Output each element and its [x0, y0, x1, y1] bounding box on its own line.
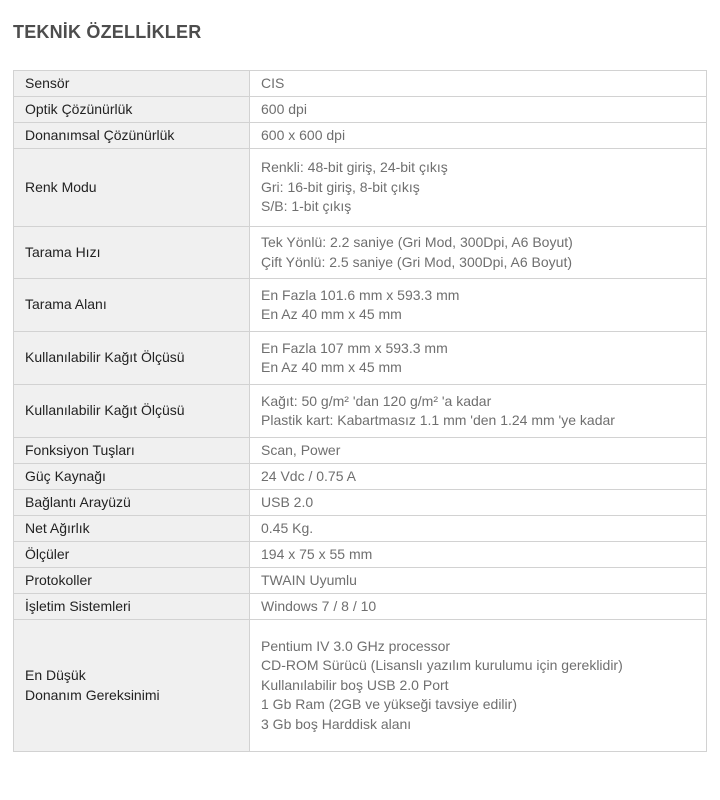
- spec-value-line: Scan, Power: [261, 441, 341, 458]
- spec-value-line: Plastik kart: Kabartmasız 1.1 mm 'den 1.24 mm 'ye kadar: [261, 412, 615, 428]
- spec-value-line: Kağıt: 50 g/m² 'dan 120 g/m² 'a kadar: [261, 392, 492, 409]
- spec-value: [250, 332, 707, 385]
- spec-row: [14, 332, 707, 385]
- spec-value: [250, 71, 707, 97]
- spec-value-line: En Az 40 mm x 45 mm: [261, 359, 402, 375]
- spec-label: Renk Modu: [14, 149, 250, 227]
- spec-value: [250, 620, 707, 752]
- spec-value-line: Çift Yönlü: 2.5 saniye (Gri Mod, 300Dpi, A6 Boyut): [261, 253, 573, 270]
- spec-label: Donanımsal Çözünürlük: [14, 123, 250, 149]
- spec-row: [14, 594, 707, 620]
- spec-value-line: 1 Gb Ram (2GB ve yükseği tavsiye edilir): [261, 696, 517, 713]
- spec-value: [250, 542, 707, 568]
- spec-row: [14, 71, 707, 97]
- spec-value-line: USB 2.0: [261, 493, 314, 510]
- spec-value: [250, 279, 707, 332]
- spec-value: [250, 516, 707, 542]
- spec-row: [14, 620, 707, 752]
- spec-table: [13, 70, 707, 752]
- spec-value: [250, 123, 707, 149]
- spec-row: [14, 279, 707, 332]
- spec-value-line: Windows 7 / 8 / 10: [261, 597, 377, 614]
- page-title: TEKNİK ÖZELLİKLER: [13, 22, 202, 42]
- spec-value: [250, 438, 707, 464]
- spec-label: Optik Çözünürlük: [14, 97, 250, 123]
- spec-value-line: En Fazla 101.6 mm x 593.3 mm: [261, 286, 460, 303]
- spec-label: Fonksiyon Tuşları: [14, 438, 250, 464]
- spec-label: İşletim Sistemleri: [14, 594, 250, 620]
- spec-row: [14, 149, 707, 227]
- spec-row: [14, 385, 707, 438]
- spec-value-line: 24 Vdc / 0.75 A: [261, 467, 356, 484]
- spec-label: Bağlantı Arayüzü: [14, 490, 250, 516]
- spec-row: [14, 490, 707, 516]
- spec-value-line: CIS: [261, 74, 285, 91]
- spec-value: [250, 594, 707, 620]
- spec-value-line: 600 dpi: [261, 100, 307, 117]
- spec-value-line: Renkli: 48-bit giriş, 24-bit çıkış: [261, 159, 448, 176]
- spec-label: Tarama Alanı: [14, 279, 250, 332]
- spec-row: [14, 227, 707, 279]
- spec-value: [250, 149, 707, 227]
- spec-label: Kullanılabilir Kağıt Ölçüsü: [14, 332, 250, 385]
- spec-value-line: 0.45 Kg.: [261, 519, 314, 536]
- spec-value: [250, 385, 707, 438]
- spec-value-line: TWAIN Uyumlu: [261, 571, 357, 588]
- spec-value-line: Kullanılabilir boş USB 2.0 Port: [261, 676, 449, 693]
- spec-row: [14, 97, 707, 123]
- spec-row: [14, 568, 707, 594]
- spec-value-line: CD-ROM Sürücü (Lisanslı yazılım kurulumu için gereklidir): [261, 657, 623, 674]
- spec-label: Net Ağırlık: [14, 516, 250, 542]
- spec-value-line: 3 Gb boş Harddisk alanı: [261, 715, 412, 732]
- spec-label: Ölçüler: [14, 542, 250, 568]
- spec-value-line: Gri: 16-bit giriş, 8-bit çıkış: [261, 178, 420, 195]
- spec-value: [250, 97, 707, 123]
- spec-row: [14, 464, 707, 490]
- spec-value-line: En Fazla 107 mm x 593.3 mm: [261, 339, 448, 356]
- spec-label: Sensör: [14, 71, 250, 97]
- spec-row: [14, 516, 707, 542]
- spec-value-line: Tek Yönlü: 2.2 saniye (Gri Mod, 300Dpi, A6 Boyut): [261, 234, 573, 250]
- spec-label: Tarama Hızı: [14, 227, 250, 279]
- spec-row: [14, 123, 707, 149]
- spec-label: Protokoller: [14, 568, 250, 594]
- spec-label: Güç Kaynağı: [14, 464, 250, 490]
- spec-value-line: Pentium IV 3.0 GHz processor: [261, 637, 451, 654]
- spec-row: [14, 542, 707, 568]
- spec-value: [250, 490, 707, 516]
- spec-value: [250, 464, 707, 490]
- spec-value-line: 194 x 75 x 55 mm: [261, 545, 373, 562]
- spec-label: En Düşük Donanım Gereksinimi: [14, 620, 250, 752]
- spec-value: [250, 227, 707, 279]
- spec-value-line: 600 x 600 dpi: [261, 126, 346, 143]
- spec-row: [14, 438, 707, 464]
- spec-value-line: En Az 40 mm x 45 mm: [261, 306, 402, 322]
- spec-value-line: S/B: 1-bit çıkış: [261, 198, 352, 215]
- spec-label: Kullanılabilir Kağıt Ölçüsü: [14, 385, 250, 438]
- spec-value: [250, 568, 707, 594]
